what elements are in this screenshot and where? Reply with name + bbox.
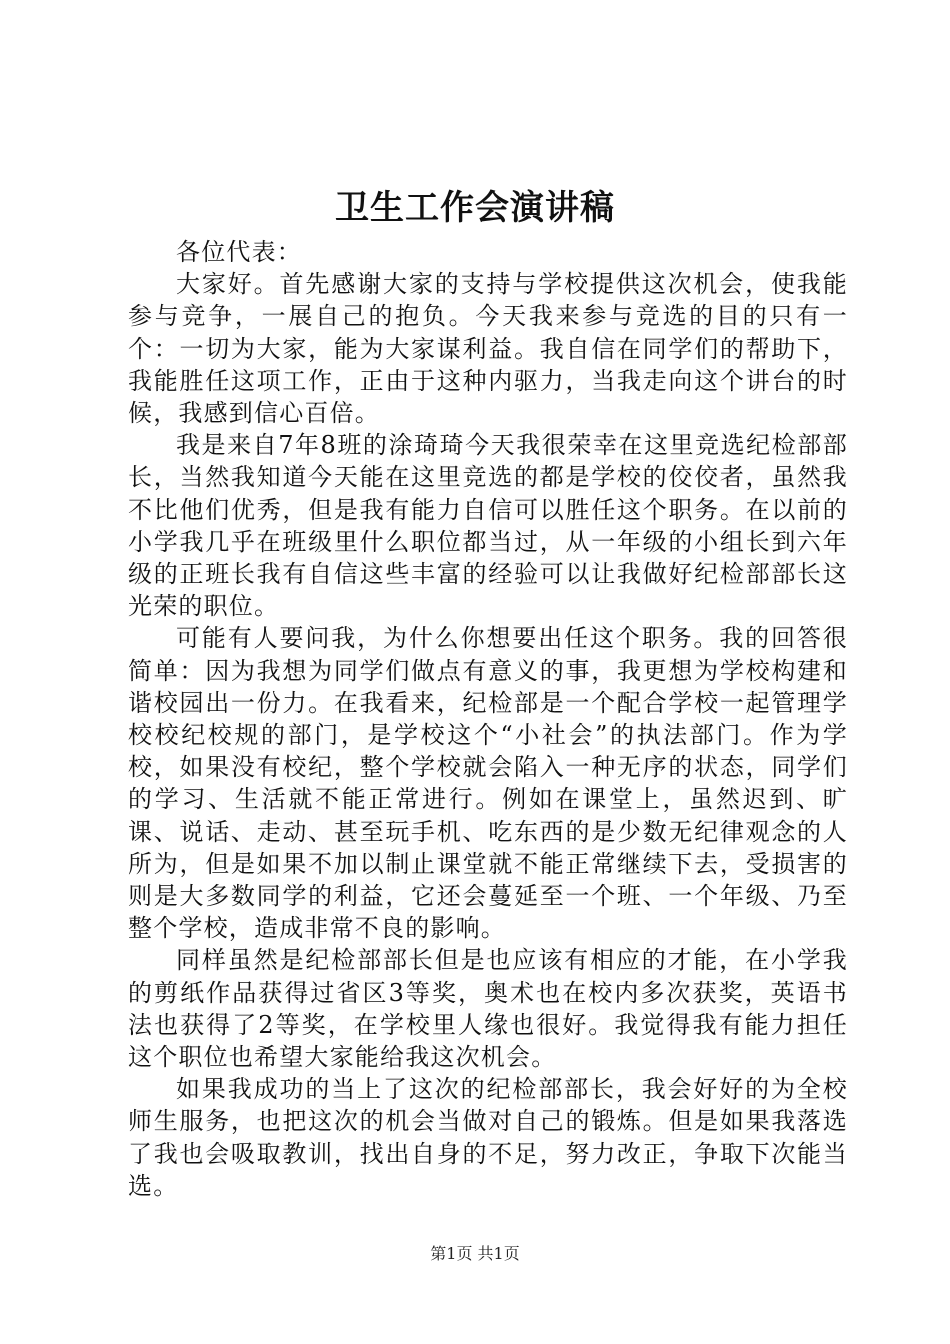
salutation: 各位代表： bbox=[176, 238, 302, 266]
paragraph-2: 我是来自7年8班的涂琦琦今天我很荣幸在这里竞选纪检部部长，当然我知道今天能在这里竞选的都是学校的佼佼者，虽然我不比他们优秀，但是我有能力自信可以胜任这个职务。在以前的小学我几乎在班级里什么职位都当过，从一年级的小组长到六年级的正班长我有自信这些丰富的经验可以让我做好纪检部部长这光荣的职位。 bbox=[128, 431, 848, 621]
paragraph-5: 如果我成功的当上了这次的纪检部部长，我会好好的为全校师生服务，也把这次的机会当做对自己的锻炼。但是如果我落选了我也会吸取教训，找出自身的不足，努力改正，争取下次能当选。 bbox=[128, 1075, 848, 1200]
paragraph-1: 大家好。首先感谢大家的支持与学校提供这次机会，使我能参与竞争，一展自己的抱负。今天我来参与竞选的目的只有一个：一切为大家，能为大家谋利益。我自信在同学们的帮助下，我能胜任这项工作，正由于这种内驱力，当我走向这个讲台的时候，我感到信心百倍。 bbox=[128, 270, 848, 428]
paragraph-3: 可能有人要问我，为什么你想要出任这个职务。我的回答很简单：因为我想为同学们做点有意义的事，我更想为学校构建和谐校园出一份力。在我看来，纪检部是一个配合学校一起管理学校校纪校规的部门，是学校这个“小社会”的执法部门。作为学校，如果没有校纪，整个学校就会陷入一种无序的状态，同学们的学习、生活就不能正常进行。例如在课堂上，虽然迟到、旷课、说话、走动、甚至玩手机、吃东西的是少数无纪律观念的人所为，但是如果不加以制止课堂就不能正常继续下去，受损害的则是大多数同学的利益，它还会蔓延至一个班、一个年级、乃至整个学校，造成非常不良的影响。 bbox=[128, 624, 848, 943]
page-footer: 第1页 共1页 bbox=[430, 1244, 520, 1263]
document-body bbox=[128, 236, 848, 1202]
document-title: 卫生工作会演讲稿 bbox=[335, 188, 615, 228]
paragraph-4: 同样虽然是纪检部部长但是也应该有相应的才能，在小学我的剪纸作品获得过省区3等奖，奥术也在校内多次获奖，英语书法也获得了2等奖，在学校里人缘也很好。我觉得我有能力担任这个职位也希望大家能给我这次机会。 bbox=[128, 946, 848, 1072]
